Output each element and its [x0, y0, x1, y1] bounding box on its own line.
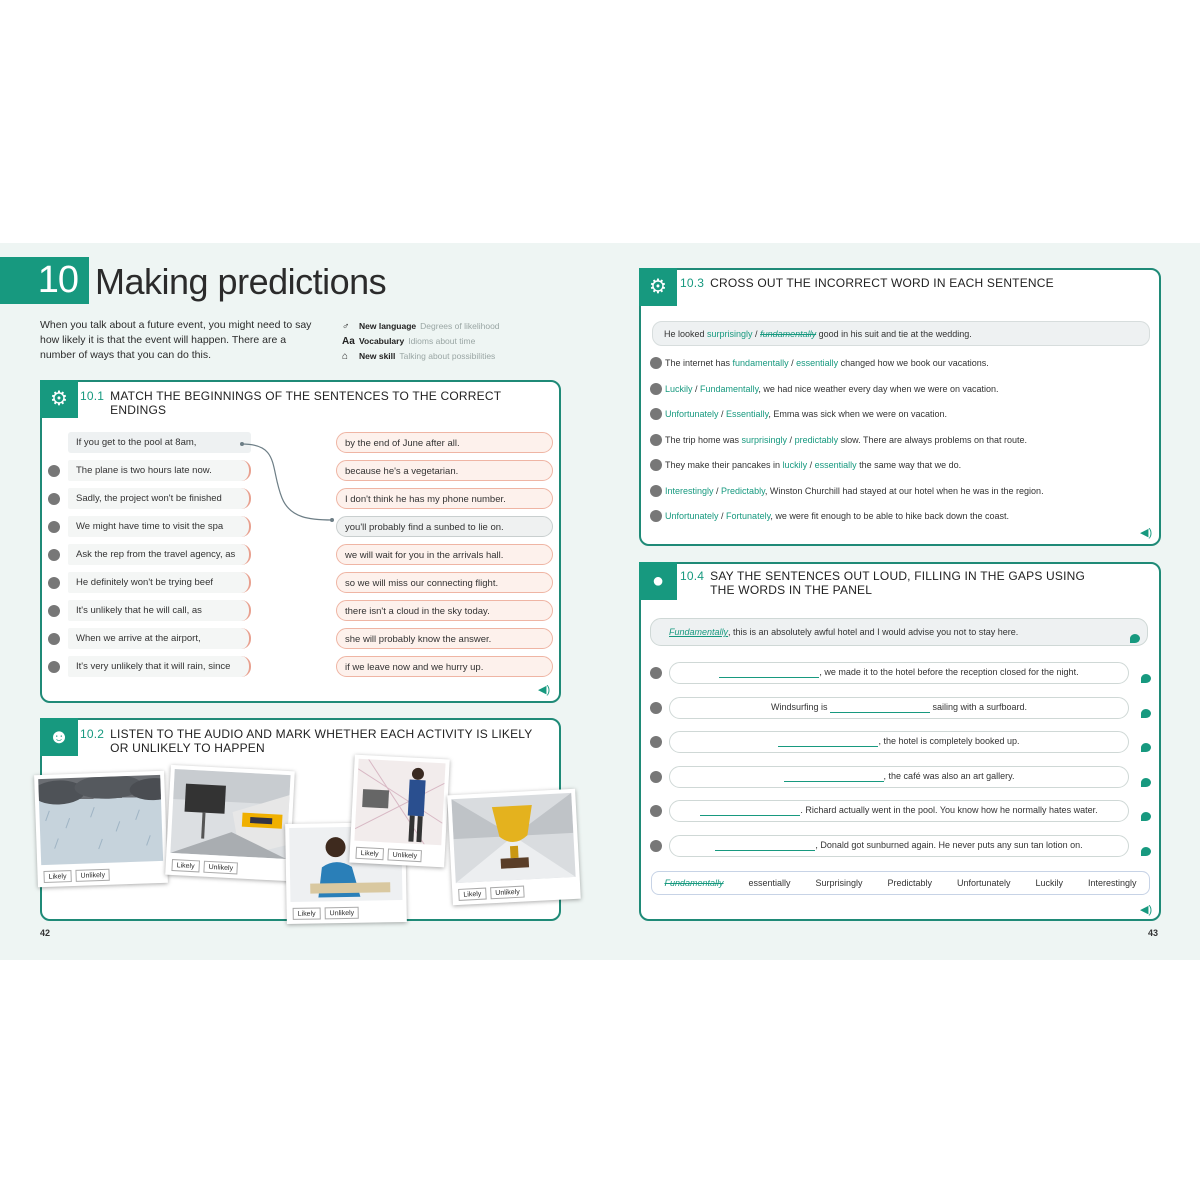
sentence-ending[interactable]: she will probably know the answer.	[336, 628, 553, 649]
speech-icon	[1141, 812, 1151, 821]
word-option[interactable]: Luckily	[665, 383, 693, 394]
word-option[interactable]: Unfortunately	[665, 409, 719, 419]
unlikely-option[interactable]: Unlikely	[490, 886, 525, 900]
gap-sentence: , we made it to the hotel before the reception closed for the night.	[669, 662, 1129, 684]
exercise-instruction: LISTEN TO THE AUDIO AND MARK WHETHER EACH ACTIVITY IS LIKELY OR UNLIKELY TO HAPPEN	[110, 727, 533, 755]
sentence-beginning[interactable]: The plane is two hours late now.	[68, 460, 251, 481]
sentence-row: Unfortunately / Essentially, Emma was sick when we were on vacation.	[665, 409, 947, 419]
exercise-10-3-panel	[639, 268, 1161, 546]
speech-icon	[1130, 634, 1140, 643]
item-number-marker	[48, 549, 60, 561]
unlikely-option[interactable]: Unlikely	[325, 907, 360, 920]
sentence-beginning[interactable]: If you get to the pool at 8am,	[68, 432, 251, 453]
exercise-heading	[80, 727, 550, 755]
likely-option[interactable]: Likely	[171, 859, 199, 872]
exercise-instruction: CROSS OUT THE INCORRECT WORD IN EACH SENTENCE	[710, 276, 1054, 290]
language-icon: ♂	[342, 321, 350, 332]
word-bank-item: Unfortunately	[957, 878, 1011, 888]
meta-value: Talking about possibilities	[399, 351, 496, 361]
match-connector-line	[240, 438, 340, 528]
item-number-marker	[650, 805, 662, 817]
word-option[interactable]: Predictably	[721, 485, 765, 496]
word-option[interactable]: essentially	[814, 460, 857, 470]
item-number-marker	[48, 633, 60, 645]
answer-gap[interactable]	[715, 840, 815, 851]
gears-icon: ⚙	[40, 380, 78, 418]
gap-sentence: , the hotel is completely booked up.	[669, 731, 1129, 753]
item-number-marker	[650, 510, 662, 522]
exercise-10-1-panel	[40, 380, 561, 703]
vocabulary-icon: Aa	[342, 336, 355, 347]
item-number-marker	[48, 661, 60, 673]
sentence-beginning[interactable]: It's very unlikely that it will rain, since	[68, 656, 251, 677]
sentence-beginning[interactable]: Ask the rep from the travel agency, as	[68, 544, 251, 565]
likely-option[interactable]: Likely	[293, 907, 321, 919]
word-bank-item: Luckily	[1035, 878, 1064, 888]
sentence-row: Unfortunately / Fortunately, we were fit enough to be able to hike back down the coast.	[665, 511, 1010, 521]
exercise-instruction: SAY THE SENTENCES OUT LOUD, FILLING IN THE GAPS USING THE WORDS IN THE PANEL	[710, 569, 1086, 597]
word-option[interactable]: Fortunately	[726, 511, 771, 521]
meta-label: New skill	[359, 351, 396, 361]
sentence-ending[interactable]: there isn't a cloud in the sky today.	[336, 600, 553, 621]
unit-number: 10	[0, 257, 89, 304]
likely-option[interactable]: Likely	[355, 847, 383, 860]
item-number-marker	[48, 521, 60, 533]
word-option[interactable]: Essentially	[726, 409, 769, 419]
example-sentence: He looked surprisingly / fundamentally good in his suit and tie at the wedding.	[664, 329, 972, 339]
exercise-number: 10.1	[80, 389, 105, 403]
page-number-left: 42	[40, 928, 51, 938]
gap-sentence: Windsurfing is sailing with a surfboard.	[669, 697, 1129, 719]
answer-gap[interactable]	[830, 702, 930, 713]
sentence-row: Luckily / Fundamentally, we had nice weather every day when we were on vacation.	[665, 383, 999, 394]
word-bank-item: Interestingly	[1087, 878, 1137, 888]
example-gap-sentence	[650, 618, 1148, 646]
item-number-marker	[650, 357, 662, 369]
trophy-illustration	[451, 793, 575, 883]
unlikely-option[interactable]: Unlikely	[203, 861, 238, 875]
item-number-marker	[650, 771, 662, 783]
word-option[interactable]: fundamentally	[732, 358, 789, 368]
item-number-marker	[48, 493, 60, 505]
example-text: , this is an absolutely awful hotel and I would advise you not to stay here.	[728, 627, 1019, 637]
page-number-right: 43	[1148, 928, 1159, 938]
sentence-beginning[interactable]: We might have time to visit the spa	[68, 516, 251, 537]
exercise-instruction: MATCH THE BEGINNINGS OF THE SENTENCES TO THE CORRECT ENDINGS	[110, 389, 502, 417]
speech-icon	[1141, 709, 1151, 718]
listening-icon: ☻	[40, 718, 78, 756]
exercise-heading	[680, 569, 1100, 597]
sentence-ending[interactable]: by the end of June after all.	[336, 432, 553, 453]
sentence-beginning[interactable]: Sadly, the project won't be finished	[68, 488, 251, 509]
answer-gap[interactable]	[784, 771, 884, 782]
item-number-marker	[650, 434, 662, 446]
intro-text: When you talk about a future event, you might need to say how likely it is that the event will happen. There are a number of ways that you can do this.	[40, 319, 312, 361]
speech-icon	[1141, 778, 1151, 787]
gap-sentence: , Donald got sunburned again. He never puts any sun tan lotion on.	[669, 835, 1129, 857]
sentence-ending[interactable]: you'll probably find a sunbed to lie on.	[336, 516, 553, 537]
answer-gap[interactable]	[778, 736, 878, 747]
audio-icon[interactable]: ◀)	[1140, 904, 1153, 916]
page-title: Making predictions	[95, 261, 387, 302]
sentence-row: The internet has fundamentally / essentially changed how we book our vacations.	[665, 358, 989, 368]
audio-icon[interactable]: ◀)	[1140, 527, 1153, 539]
exercise-heading	[80, 389, 555, 417]
skill-icon: ⌂	[342, 351, 349, 362]
gap-sentence: , the café was also an art gallery.	[669, 766, 1129, 788]
word-bank-item: Predictably	[887, 878, 933, 888]
gap-sentence: . Richard actually went in the pool. You know how he normally hates water.	[669, 800, 1129, 822]
word-panel	[651, 871, 1150, 895]
item-number-marker	[48, 605, 60, 617]
item-number-marker	[650, 667, 662, 679]
unlikely-option[interactable]: Unlikely	[75, 869, 110, 882]
item-number-marker	[650, 736, 662, 748]
speech-icon	[1141, 743, 1151, 752]
meta-value: Degrees of likelihood	[420, 321, 500, 331]
word-bank-item: Fundamentally	[664, 878, 724, 888]
answer-gap[interactable]	[700, 805, 800, 816]
sentence-ending[interactable]: we will wait for you in the arrivals hall.	[336, 544, 553, 565]
likely-option[interactable]: Likely	[458, 888, 486, 901]
sentence-ending[interactable]: so we will miss our connecting flight.	[336, 572, 553, 593]
sentence-row: They make their pancakes in luckily / essentially the same way that we do.	[665, 460, 962, 470]
unlikely-option[interactable]: Unlikely	[387, 848, 422, 862]
item-number-marker	[650, 485, 662, 497]
word-option[interactable]: predictably	[794, 434, 839, 445]
exercise-number: 10.2	[80, 727, 105, 741]
item-number-marker	[650, 702, 662, 714]
word-option[interactable]: surprisingly	[741, 434, 788, 445]
photo-train	[165, 765, 295, 881]
sentence-ending[interactable]: I don't think he has my phone number.	[336, 488, 553, 509]
photo-rain	[34, 771, 168, 887]
sentence-ending[interactable]: because he's a vegetarian.	[336, 460, 553, 481]
meta-value: Idioms about time	[408, 336, 476, 346]
item-number-marker	[650, 840, 662, 852]
sentence-beginning[interactable]: It's unlikely that he will call, as	[68, 600, 251, 621]
item-number-marker	[650, 459, 662, 471]
meta-label: New language	[359, 321, 417, 331]
word-option[interactable]: Unfortunately	[665, 511, 719, 521]
item-number-marker	[48, 577, 60, 589]
office-illustration	[354, 759, 445, 845]
word-option[interactable]: essentially	[796, 358, 839, 368]
sentence-row: Interestingly / Predictably, Winston Churchill had stayed at our hotel when he was in the region.	[665, 485, 1044, 496]
exercise-number: 10.3	[680, 276, 705, 290]
exercise-heading	[680, 276, 1150, 290]
likely-option[interactable]: Likely	[43, 870, 71, 883]
word-option[interactable]: Fundamentally	[700, 383, 759, 394]
speech-icon	[1141, 847, 1151, 856]
speech-icon	[1141, 674, 1151, 683]
speech-bubble-icon: ●	[639, 562, 677, 600]
meta-label: Vocabulary	[359, 336, 405, 346]
word-option[interactable]: Interestingly	[665, 485, 714, 496]
word-bank-item: Surprisingly	[815, 878, 863, 888]
sentence-beginning[interactable]: When we arrive at the airport,	[68, 628, 251, 649]
item-number-marker	[650, 383, 662, 395]
sentence-row: The trip home was surprisingly / predictably slow. There are always problems on that route.	[665, 434, 1028, 445]
item-number-marker	[650, 408, 662, 420]
answer-gap[interactable]	[719, 667, 819, 678]
word-option[interactable]: luckily	[782, 460, 808, 470]
unit-meta	[342, 319, 542, 364]
gears-icon: ⚙	[639, 268, 677, 306]
exercise-number: 10.4	[680, 569, 705, 583]
word-bank-item: essentially	[748, 878, 791, 888]
audio-icon[interactable]: ◀)	[538, 684, 551, 696]
item-number-marker	[48, 465, 60, 477]
rain-illustration	[38, 775, 163, 865]
sentence-beginning[interactable]: He definitely won't be trying beef	[68, 572, 251, 593]
example-answer: Fundamentally	[669, 627, 729, 637]
photo-office	[349, 755, 450, 868]
photo-trophy	[447, 789, 581, 906]
train-illustration	[170, 769, 290, 859]
sentence-ending[interactable]: if we leave now and we hurry up.	[336, 656, 553, 677]
